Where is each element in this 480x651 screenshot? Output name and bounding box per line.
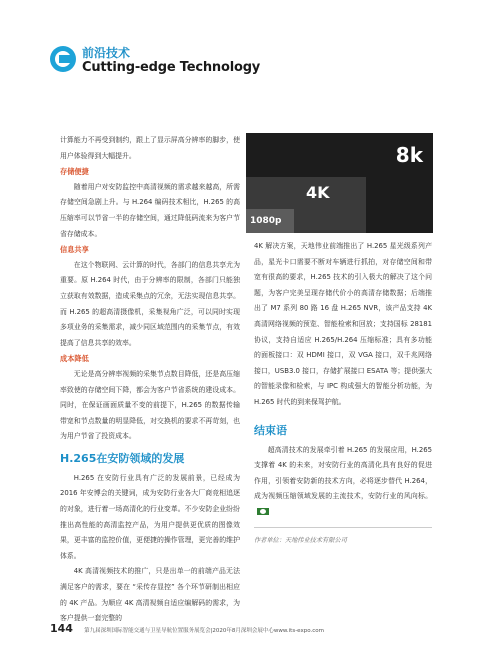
section-title-conclusion: 结束语	[254, 423, 287, 437]
header-title-cn: 前沿技术	[82, 46, 131, 60]
left-column	[60, 133, 240, 627]
subheading-cost-reduction: 成本降低	[60, 354, 89, 364]
label-1080p: 1080p	[250, 216, 282, 226]
storage-paragraph: 随着用户对安防监控中高清视频的需求越来越高，所需存储空间急剧上升。与 H.264 编码技术相比，H.265 的高压缩率可以节省一半的存储空间，通过降低码流来为客户节省存储成本。	[60, 182, 240, 238]
right-column	[254, 239, 432, 548]
conclusion-text: 超高清技术的发展牵引着 H.265 的发展应用，H.265 支撑着 4K 的未来，对安防行业的高清化具有良好的促进作用，引领着安防新的技术方向，必将逐步替代 H.264，成为视频压缩领域发展的主流技术，安防行业的风向标。	[254, 445, 432, 501]
resolution-comparison-illustration	[246, 133, 433, 233]
development-paragraph-1: H.265 在安防行业具有广泛的发展前景，已经成为 2016 年安博会的关键词，成为安防行业各大厂商竞相追逐的对象，进行着一场高清化的行业变革。不少安防企业纷纷推出高性能的高清监控产品，为用户提供更优质的图像效果，更丰富的监控价值，更便捷的操作管理，更完善的维护体系。	[60, 473, 240, 560]
page-footer	[50, 617, 324, 633]
development-paragraph-2: 4K 高清视频技术的推广，只是出单一的前端产品无法满足客户的需求，要在 “采传存显控” 各个环节研制出相应的 4K 产品。为顺应 4K 高清视频自适应编解码的需求，为客户提供一套完整的	[60, 567, 240, 623]
subheading-info-sharing: 信息共享	[60, 245, 89, 255]
label-8k: 8k	[395, 143, 423, 167]
label-4k: 4K	[306, 183, 330, 202]
subheading-storage: 存储便捷	[60, 167, 89, 177]
conclusion-paragraph	[254, 443, 432, 521]
intro-paragraph: 计算能力不再受到制约，跟上了显示屏高分辨率的脚步，使用户体验得到大幅提升。	[60, 136, 240, 160]
info-sharing-paragraph: 在这个物联网、云计算的时代，各部门的信息共享尤为重要。原 H.264 时代，由于分辨率的限制，各部门只能独立获取有效数据，造成采集点的冗余，无法实现信息共享。而 H.265 的超高清摄像机，采集视角广泛，可以同时实现多项业务的采集需求，减少同区域范围内的采集节点，有效提高了信息共享的效率。	[60, 260, 240, 347]
end-mark-icon	[257, 508, 269, 515]
header-title-en: Cutting-edge Technology	[82, 60, 261, 75]
cost-reduction-paragraph: 无论是高分辨率视频的采集节点数目降低，还是高压缩率致使的存储空间下降，都会为客户节省系统的建设成本。同时，在保证画面质量不变的前提下，H.265 的数据传输带宽和节点数量的明显降低，对交换机的要求不再苛刻，也为用户节省了投资成本。	[60, 369, 240, 441]
magazine-logo-icon	[50, 46, 76, 72]
footer-text: 第九届深圳国际智能交通与卫星导航位置服务展览会|2020年8月深圳会展中心www.its-expo.com	[84, 628, 324, 634]
continued-paragraph: 4K 解决方案，天地伟业前端推出了 H.265 星光级系列产品，星光卡口需要不断对车辆进行抓拍，对存储空间和带宽有很高的要求，H.265 技术的引入极大的解决了这个问题，为客户完美呈现存储代价小的高清存储数据；后端推出了 M7 系列 80 路 16 盘 H.265 NVR，该产品支持 4K 高清网络视频的预览、智能检索和回放；支持国标 28181 协议，支持自适应 H.265/H.264 压缩标准；具有多功能的面板接口：双 HDMI 接口，双 VGA 接口，双千兆网络接口，USB3.0 接口，存储扩展接口 ESATA 等；提供强大的智能录像和检索，与 IPC 构成强大的智能分析功能，为 H.265 时代的到来保驾护航。	[254, 242, 432, 406]
section-title-development: H.265在安防领域的发展	[60, 451, 185, 465]
author-credit: 作者单位：天地伟业技术有限公司	[254, 527, 432, 549]
resolution-1080p-area	[246, 209, 294, 233]
page-number: 144	[50, 622, 73, 635]
